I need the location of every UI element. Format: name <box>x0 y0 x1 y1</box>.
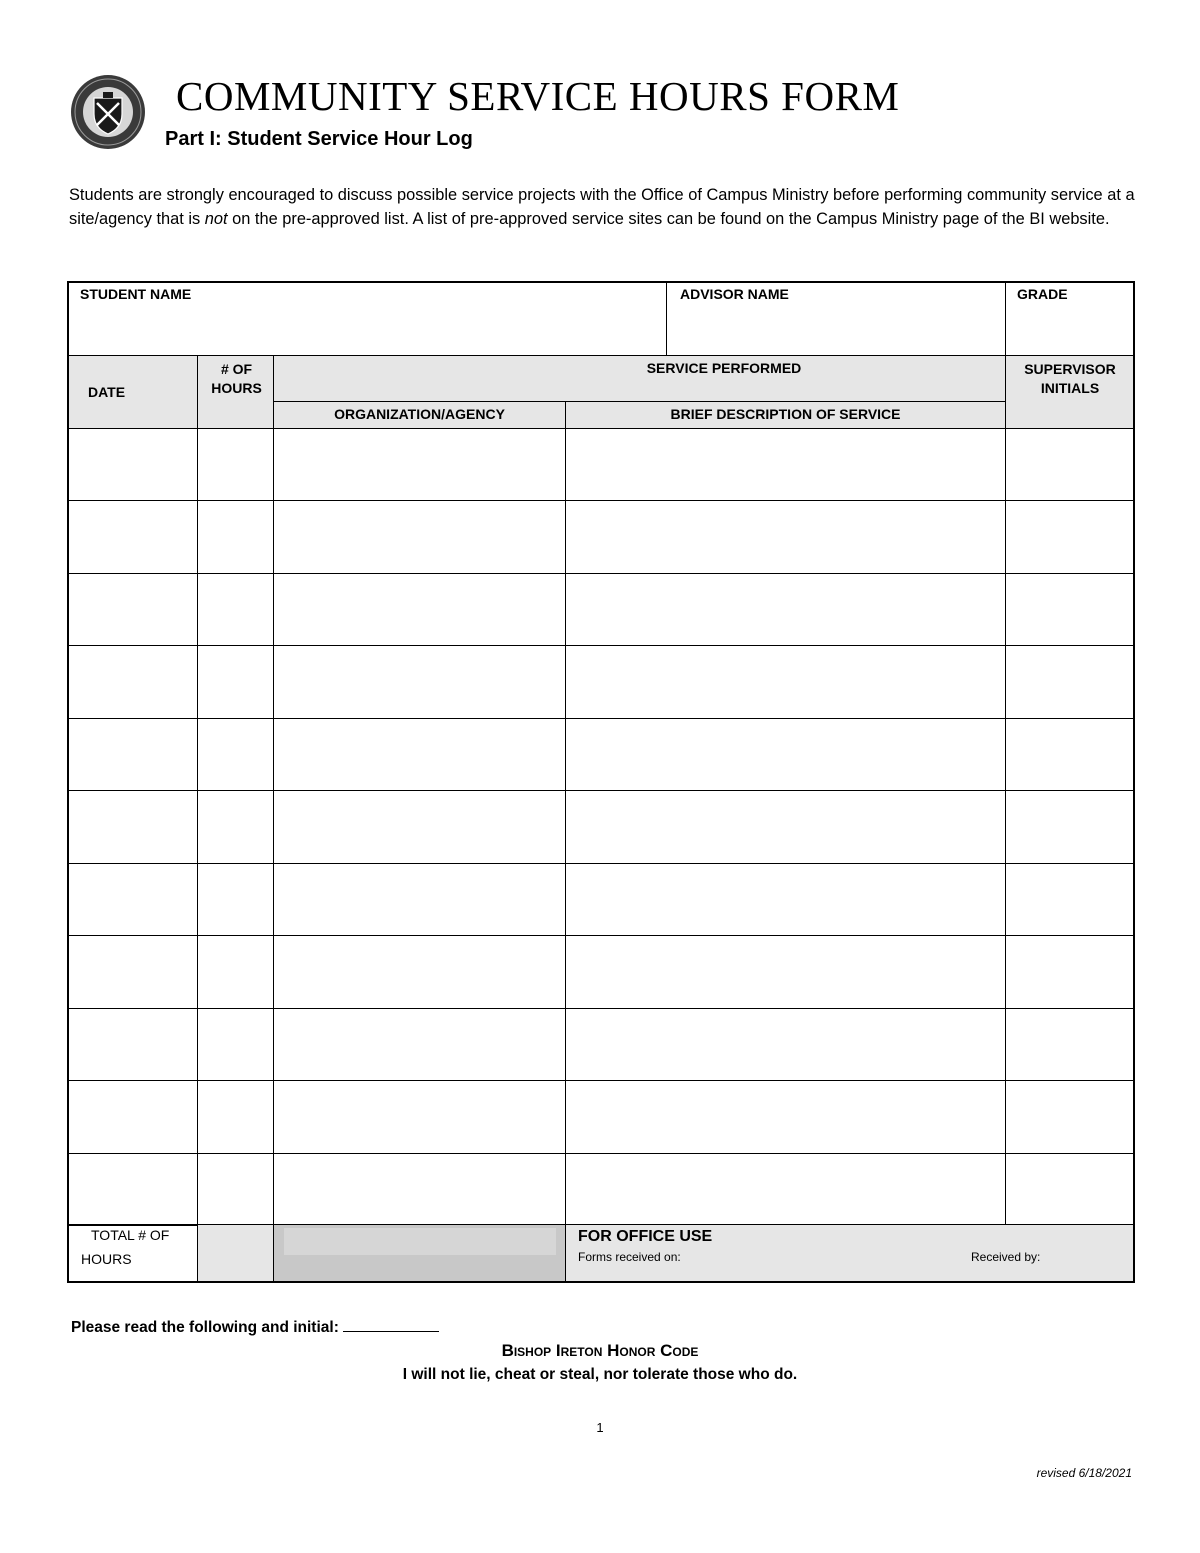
date-cell[interactable] <box>67 863 198 936</box>
description-cell[interactable] <box>565 1008 1006 1081</box>
date-cell[interactable] <box>67 573 198 646</box>
total-label-2: HOURS <box>81 1251 132 1267</box>
organization-header-label: ORGANIZATION/AGENCY <box>334 406 505 422</box>
initials-cell[interactable] <box>1005 1008 1135 1081</box>
school-crest-icon <box>70 74 146 150</box>
initials-cell[interactable] <box>1005 863 1135 936</box>
hours-cell[interactable] <box>197 645 274 718</box>
organization-cell[interactable] <box>273 573 566 646</box>
hours-header-label-2: HOURS <box>211 380 262 396</box>
description-header-label: BRIEF DESCRIPTION OF SERVICE <box>670 406 901 422</box>
hours-header-label-1: # OF <box>220 361 253 377</box>
hours-column-header <box>197 355 274 429</box>
supervisor-header-label-1: SUPERVISOR <box>1024 361 1116 377</box>
description-cell[interactable] <box>565 645 1006 718</box>
service-log-form <box>67 281 1135 1283</box>
hours-cell[interactable] <box>197 573 274 646</box>
date-cell[interactable] <box>67 1153 198 1226</box>
intro-emphasis: not <box>204 209 228 228</box>
initials-cell[interactable] <box>1005 645 1135 718</box>
hours-cell[interactable] <box>197 1008 274 1081</box>
description-cell[interactable] <box>565 863 1006 936</box>
description-column-header <box>565 401 1006 429</box>
organization-cell[interactable] <box>273 1153 566 1226</box>
intro-paragraph: Students are strongly encouraged to discuss possible service projects with the Office of Campus Ministry before performing community service at a site/agency that is not on the pre-approved list. A list of pre-approved service sites can be found on the Campus Ministry page of the BI website. <box>69 186 1135 228</box>
supervisor-header-label-2: INITIALS <box>1040 380 1100 396</box>
description-cell[interactable] <box>565 1153 1006 1226</box>
office-use-section <box>565 1224 1135 1283</box>
date-cell[interactable] <box>67 1080 198 1153</box>
initials-cell[interactable] <box>1005 1080 1135 1153</box>
organization-cell[interactable] <box>273 428 566 501</box>
student-name-label: STUDENT NAME <box>80 286 192 302</box>
date-cell[interactable] <box>67 935 198 1008</box>
honor-code-title: Bishop Ireton Honor Code <box>501 1341 699 1360</box>
organization-cell[interactable] <box>273 935 566 1008</box>
forms-received-label: Forms received on: <box>578 1250 681 1264</box>
description-cell[interactable] <box>565 500 1006 573</box>
organization-cell[interactable] <box>273 1080 566 1153</box>
initials-cell[interactable] <box>1005 1153 1135 1226</box>
hours-cell[interactable] <box>197 718 274 791</box>
shaded-block <box>273 1224 566 1283</box>
initials-cell[interactable] <box>1005 935 1135 1008</box>
page-number: 1 <box>596 1420 604 1435</box>
organization-cell[interactable] <box>273 1008 566 1081</box>
hours-cell[interactable] <box>197 863 274 936</box>
initial-input[interactable] <box>343 1318 439 1332</box>
page-title: COMMUNITY SERVICE HOURS FORM <box>176 73 900 119</box>
hours-cell[interactable] <box>197 1153 274 1226</box>
initials-cell[interactable] <box>1005 428 1135 501</box>
student-name-field[interactable] <box>67 281 667 356</box>
honor-code-text: I will not lie, cheat or steal, nor tolerate those who do. <box>402 1366 798 1383</box>
organization-column-header <box>273 401 566 429</box>
date-cell[interactable] <box>67 428 198 501</box>
hours-cell[interactable] <box>197 935 274 1008</box>
hours-cell[interactable] <box>197 500 274 573</box>
revised-date: revised 6/18/2021 <box>1036 1466 1132 1480</box>
initial-prompt: Please read the following and initial: <box>71 1318 439 1337</box>
initials-cell[interactable] <box>1005 790 1135 863</box>
initials-cell[interactable] <box>1005 500 1135 573</box>
description-cell[interactable] <box>565 935 1006 1008</box>
grade-field[interactable] <box>1005 281 1135 356</box>
hours-cell[interactable] <box>197 1080 274 1153</box>
date-cell[interactable] <box>67 500 198 573</box>
initials-cell[interactable] <box>1005 718 1135 791</box>
date-header-label: DATE <box>88 384 126 400</box>
date-cell[interactable] <box>67 645 198 718</box>
description-cell[interactable] <box>565 790 1006 863</box>
date-cell[interactable] <box>67 718 198 791</box>
date-cell[interactable] <box>67 790 198 863</box>
service-performed-label: SERVICE PERFORMED <box>646 360 802 376</box>
date-column-header <box>67 355 198 429</box>
advisor-name-field[interactable] <box>666 281 1006 356</box>
total-hours-label-cell <box>67 1224 198 1283</box>
organization-cell[interactable] <box>273 718 566 791</box>
page-subtitle: Part I: Student Service Hour Log <box>165 128 473 150</box>
initials-cell[interactable] <box>1005 573 1135 646</box>
description-cell[interactable] <box>565 428 1006 501</box>
organization-cell[interactable] <box>273 863 566 936</box>
office-use-title: FOR OFFICE USE <box>578 1228 713 1245</box>
organization-cell[interactable] <box>273 645 566 718</box>
service-performed-header <box>273 355 1006 402</box>
description-cell[interactable] <box>565 1080 1006 1153</box>
supervisor-column-header <box>1005 355 1135 429</box>
description-cell[interactable] <box>565 718 1006 791</box>
organization-cell[interactable] <box>273 500 566 573</box>
received-by-label: Received by: <box>971 1250 1041 1264</box>
description-cell[interactable] <box>565 573 1006 646</box>
organization-cell[interactable] <box>273 790 566 863</box>
total-label-1: TOTAL # OF <box>91 1227 170 1243</box>
total-hours-field[interactable] <box>197 1224 274 1283</box>
hours-cell[interactable] <box>197 790 274 863</box>
hours-cell[interactable] <box>197 428 274 501</box>
date-cell[interactable] <box>67 1008 198 1081</box>
advisor-name-label: ADVISOR NAME <box>680 286 789 302</box>
grade-label: GRADE <box>1017 286 1068 302</box>
